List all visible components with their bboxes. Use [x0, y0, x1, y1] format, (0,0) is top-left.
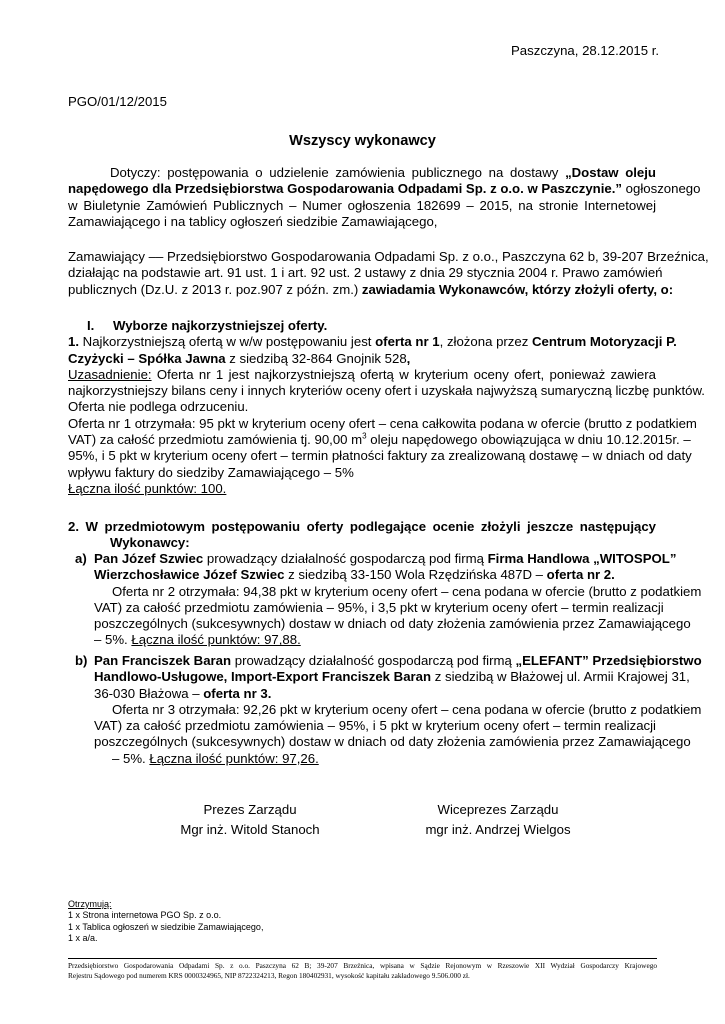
total-points-offer-3: Łączna ilość punktów: 97,26. [149, 750, 319, 766]
signature-left [160, 802, 340, 839]
total-points-offer-1: Łączna ilość punktów: 100. [68, 480, 227, 496]
recipients-label: Otrzymują: [68, 899, 112, 909]
contracting-authority-paragraph: Zamawiający –– Przedsiębiorstwo Gospodarowania Odpadami Sp. z o.o., Paszczyna 62 b, 39-207 Brzeźnica, działając na podstawie art. 91 ust. 1 i art. 92 ust. 2 ustawy z dnia 29 stycznia 2004 r. Prawo zamówień publicznych (Dz.U. z 2013 r. poz.907 z późn. zm.) zawiadamia Wykonawców, którzy złożyli oferty, o: [68, 249, 709, 297]
signature-left-name: Mgr inż. Witold Stanoch [180, 822, 320, 838]
signature-right-name: mgr inż. Andrzej Wielgos [425, 822, 571, 838]
signature-right-role: Wiceprezes Zarządu [437, 802, 559, 817]
section-1: I. Wyborze najkorzystniejszej oferty. 1. Najkorzystniejszą ofertą w w/w postępowaniu jest oferta nr 1, złożona przez Centrum Motoryzacji P. Czyżycki – Spółka Jawna z siedzibą 32-864 Gnojnik 528, Uzasadnienie: Oferta nr 1 jest najkorzystniejszą ofertą w kryterium oceny ofert, ponieważ zawiera najkorzystniejszy bilans ceny i innych kryteriów oceny ofert i uzyskała najwyższą sumaryczną liczbę punktów. Oferta nie podlega odrzuceniu. Oferta nr 1 otrzymała: 95 pkt w kryterium oceny ofert – cena całkowita podana w ofercie (brutto z podatkiem VAT) za całość przedmiotu zamówienia tj. 90,00 $m^3$ oleju napędowego obowiązująca w dniu 10.12.2015r. – 95%, i 5 pkt w kryterium oceny ofert – termin płatności faktury za zrealizowaną dostawę – w dniach od daty wpływu faktury do siedziby Zamawiającego – 5% Łączna ilość punktów: 100. [68, 318, 705, 496]
place-date: Paszczyna, 28.12.2015 r. [511, 43, 660, 58]
intro-paragraph: Dotyczy: postępowania o udzielenie zamówienia publicznego na dostawy „Dostaw oleju napędowego dla Przedsiębiorstwa Gospodarowania Odpadami Sp. z o.o. w Paszczynie.” ogłoszonego w Biuletynie Zamówień Publicznych – Numer ogłoszenia 182699 – 2015, na stronie Internetowej Zamawiającego i na tablicy ogłoszeń siedzibie Zamawiającego, [68, 165, 701, 229]
document-title: Wszyscy wykonawcy [289, 133, 436, 149]
recipients [68, 899, 263, 945]
footer: Przedsiębiorstwo Gospodarowania Odpadami Sp. z o.o. Paszczyna 62 B; 39-207 Brzeźnica, wpisana w Sądzie Rejonowym w Rzeszowie XII Wydział Gospodarczy Krajowego Rejestru Sądowego pod numerem KRS 0000324965, NIP 8722324213, Regon 180402931, wysokość kapitału zakładowego 9.506.000 zł. [68, 961, 657, 980]
section-1-heading: I. Wyborze najkorzystniejszej oferty. [87, 318, 328, 333]
justification-label: Uzasadnienie: [68, 366, 152, 382]
reference-number: PGO/01/12/2015 [68, 94, 167, 109]
recipient-item: 1 x Strona internetowa PGO Sp. z o.o. [68, 910, 222, 921]
recipient-item: 1 x Tablica ogłoszeń w siedzibie Zamawiającego, [68, 921, 264, 932]
item-a-label: a) [75, 551, 87, 566]
signature-right [398, 802, 598, 839]
signature-left-role: Prezes Zarządu [203, 802, 297, 817]
item-b: Pan Franciszek Baran prowadzący działalność gospodarczą pod firmą „ELEFANT” Przedsiębiorstwo Handlowo-Usługowe, Import-Export Franciszek Baran z siedzibą w Błażowej ul. Armii Krajowej 31, 36-030 Błażowa – oferta nr 3. Oferta nr 3 otrzymała: 92,26 pkt w kryterium oceny ofert – cena podana w ofercie (brutto z podatkiem VAT) za całość przedmiotu zamówienia – 95%, i 5 pkt w kryterium oceny ofert – termin realizacji poszczególnych (sukcesywnych) dostaw w dniach od daty złożenia zamówienia przez Zamawiającego – 5%. Łączna ilość punktów: 97,26. [94, 653, 702, 766]
section-2-heading: 2. W przedmiotowym postępowaniu oferty podlegające ocenie złożyli jeszcze następujący Wykonawcy: [68, 519, 656, 551]
recipient-item: 1 x a/a. [68, 933, 98, 944]
item-b-label: b) [75, 653, 88, 668]
footer-divider [68, 958, 657, 959]
item-a: Pan Józef Szwiec prowadzący działalność gospodarczą pod firmą Firma Handlowa „WITOSPOL” Wierzchosławice Józef Szwiec z siedzibą 33-150 Wola Rzędzińska 487D – oferta nr 2. Oferta nr 2 otrzymała: 94,38 pkt w kryterium oceny ofert – cena podana w ofercie (brutto z podatkiem VAT) za całość przedmiotu zamówienia – 95%, i 3,5 pkt w kryterium oceny ofert – termin realizacji poszczególnych (sukcesywnych) dostaw w dniach od daty złożenia zamówienia przez Zamawiającego – 5%. Łączna ilość punktów: 97,88. [94, 551, 702, 648]
total-points-offer-2: Łączna ilość punktów: 97,88. [131, 632, 301, 648]
